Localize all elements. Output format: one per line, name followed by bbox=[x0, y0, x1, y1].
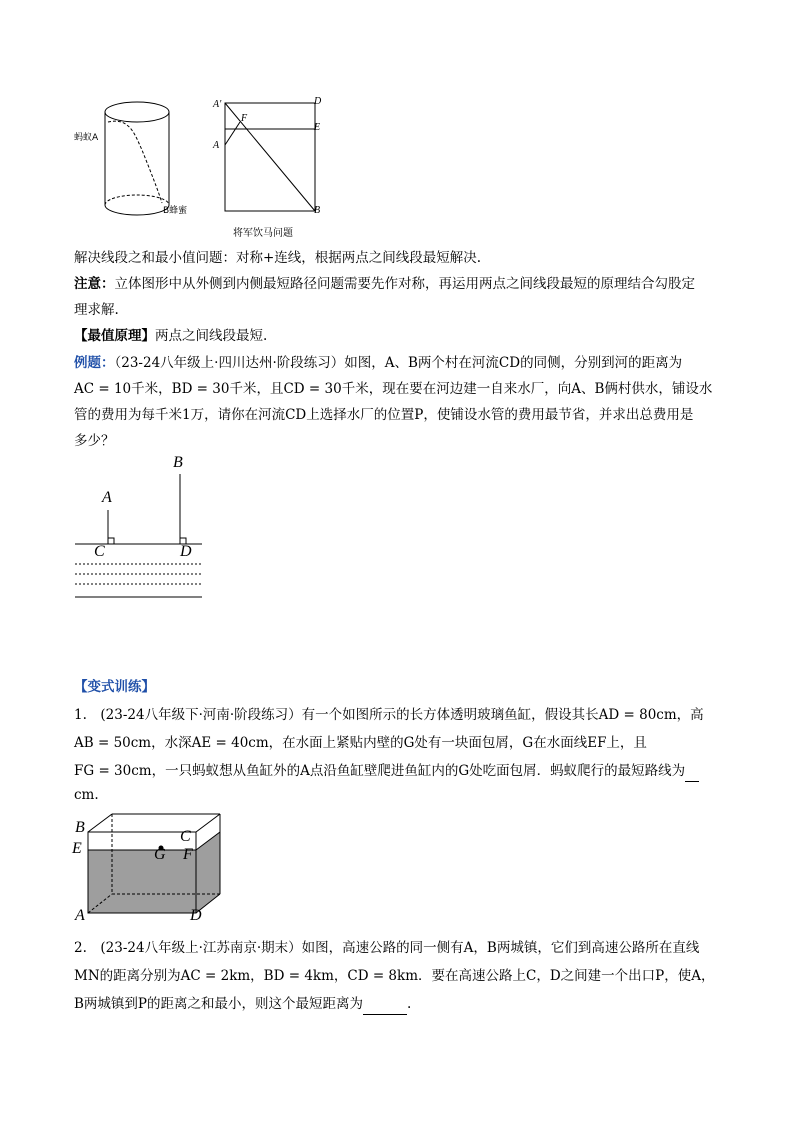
label-a-top: A bbox=[213, 140, 220, 151]
example-line-2: AC = 10千米，BD = 30千米，且CD = 30千米，现在要在河边建一自来水厂，向A、B俩村供水，铺设水 bbox=[74, 381, 713, 397]
tank-label-a: A bbox=[75, 907, 85, 924]
tank-label-g: G bbox=[154, 846, 166, 863]
note-label: 注意： bbox=[74, 276, 115, 292]
river-figure bbox=[70, 452, 210, 602]
q1-line-2: AB = 50cm，水深AE = 40cm，在水面上紧贴内壁的G处有一块面包屑，G在水面线EF上，且 bbox=[74, 735, 647, 751]
q1-line-3 bbox=[74, 761, 699, 782]
label-f-top: F bbox=[241, 113, 248, 124]
q2-line-2: MN的距离分别为AC = 2km，BD = 4km，CD = 8km．要在高速公路上C，D之间建一个出口P，使A， bbox=[74, 968, 715, 984]
q2-answer-blank bbox=[363, 994, 407, 1015]
example-line-1 bbox=[74, 353, 682, 373]
river-label-a: A bbox=[102, 489, 112, 506]
note-line-1: 立体图形中从外侧到内侧最短路径问题需要先作对称，再运用两点之间线段最短的原理结合勾股定 bbox=[114, 276, 695, 292]
tank-figure bbox=[70, 812, 240, 927]
principle-line bbox=[74, 326, 267, 346]
label-a-prime: A' bbox=[213, 99, 222, 110]
q2-text-3: B两城镇到P的距离之和最小，则这个最短距离为 bbox=[74, 996, 364, 1012]
q1-text-3: FG = 30cm，一只蚂蚁想从鱼缸外的A点沿鱼缸壁爬进鱼缸内的G处吃面包屑．蚂蚁爬行的最短路线为 bbox=[74, 763, 686, 779]
q2-line-3 bbox=[74, 994, 411, 1015]
river-label-b: B bbox=[173, 454, 183, 471]
river-label-d: D bbox=[180, 543, 192, 560]
example-line-4: 多少？ bbox=[74, 433, 115, 449]
q1-answer-blank bbox=[685, 761, 699, 782]
square-figure bbox=[210, 95, 330, 220]
tank-label-b: B bbox=[75, 819, 85, 836]
tank-label-c: C bbox=[180, 828, 191, 845]
q1-line-4: cm. bbox=[74, 787, 99, 803]
figure-caption: 将军饮马问题 bbox=[233, 228, 293, 239]
river-label-c: C bbox=[94, 543, 105, 560]
principle-label: 【最值原理】 bbox=[74, 328, 155, 344]
ant-label: 蚂蚁A bbox=[74, 133, 99, 143]
honey-label: B蜂蜜 bbox=[163, 206, 188, 216]
tank-label-f: F bbox=[183, 846, 193, 863]
tank-label-e: E bbox=[72, 840, 82, 857]
label-d-top: D bbox=[314, 96, 322, 107]
tank-label-d: D bbox=[190, 907, 202, 924]
example-text-1: （23-24八年级上·四川达州·阶段练习）如图，A、B两个村在河流CD的同侧，分别到河的距离为 bbox=[114, 355, 683, 371]
note-paragraph bbox=[74, 274, 695, 294]
variation-label: 【变式训练】 bbox=[74, 679, 155, 695]
note-line-2: 理求解. bbox=[74, 302, 119, 318]
principle-text: 两点之间线段最短. bbox=[155, 328, 268, 344]
q1-line-1: 1. (23-24八年级下·河南·阶段练习）有一个如图所示的长方体透明玻璃鱼缸，假设其长AD = 80cm，高 bbox=[74, 707, 704, 723]
q2-text-4: . bbox=[407, 996, 412, 1012]
label-b-top: B bbox=[314, 205, 321, 216]
summary-line: 解决线段之和最小值问题：对称+连线，根据两点之间线段最短解决. bbox=[74, 250, 482, 266]
label-e-top: E bbox=[314, 122, 321, 133]
q2-line-1: 2. (23-24八年级上·江苏南京·期末）如图，高速公路的同一侧有A，B两城镇，它们到高速公路所在直线 bbox=[74, 940, 700, 956]
example-label: 例题： bbox=[74, 355, 115, 371]
example-line-3: 管的费用为每千米1万，请你在河流CD上选择水厂的位置P，使铺设水管的费用最节省，并求出总费用是 bbox=[74, 407, 694, 423]
